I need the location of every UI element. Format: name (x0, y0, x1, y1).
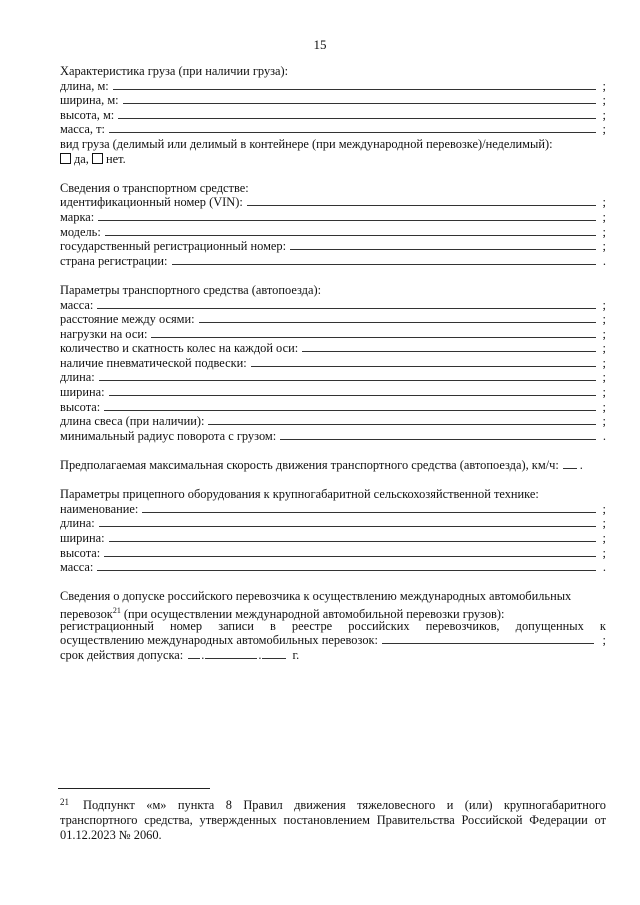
validity-day-input[interactable] (188, 648, 200, 659)
validity-line: срок действия допуска: . . г. (60, 647, 300, 662)
cargo-field-input[interactable] (109, 122, 596, 133)
cargo-field-end: ; (602, 107, 606, 122)
params-field-row (60, 298, 606, 313)
reg-word: допущенных (515, 618, 584, 633)
params-field-end: ; (602, 297, 606, 312)
trailer-title: Параметры прицепного оборудования к крупногабаритной сельскохозяйственной технике: (60, 487, 539, 502)
trailer-field-input[interactable] (97, 560, 596, 571)
permit-line2: перевозок$^{21}$ (при осуществлении международной автомобильной перевозки грузов): (60, 605, 505, 621)
vehicle-field-input[interactable] (98, 210, 596, 221)
params-field-end: ; (602, 355, 606, 370)
trailer-field-label: ширина: (60, 531, 105, 545)
vehicle-field-row (60, 239, 606, 254)
params-field-input[interactable] (99, 370, 596, 381)
trailer-field-row (60, 531, 606, 546)
params-field-label: нагрузки на оси: (60, 326, 148, 341)
trailer-field-end: ; (602, 516, 606, 531)
footnote-ref: 21 (112, 605, 121, 615)
cargo-field-row (60, 93, 606, 108)
vehicle-field-label: модель: (60, 224, 101, 239)
cargo-field-input[interactable] (113, 79, 596, 90)
params-field-row (60, 429, 606, 444)
cargo-field-input[interactable] (118, 108, 596, 119)
checkbox-no[interactable] (92, 153, 103, 164)
vehicle-field-label: государственный регистрационный номер: (60, 239, 287, 254)
trailer-field-end: ; (602, 545, 606, 560)
vehicle-title: Сведения о транспортном средстве: (60, 180, 249, 195)
cargo-field-end: ; (602, 93, 606, 108)
params-field-input[interactable] (199, 312, 596, 323)
vehicle-fields (60, 195, 606, 268)
validity-month-input[interactable] (205, 648, 257, 659)
validity-label: срок действия допуска: (60, 647, 184, 662)
params-field-label: масса: (60, 297, 94, 312)
trailer-field-end: ; (602, 501, 606, 516)
trailer-field-input[interactable] (99, 516, 596, 527)
params-field-input[interactable] (151, 327, 596, 338)
params-field-end: ; (602, 370, 606, 385)
trailer-field-label: масса: (60, 560, 94, 575)
vehicle-field-label: марка: (60, 209, 95, 224)
cargo-type-label: вид груза (делимый или делимый в контейнере (при международной перевозке)/неделимый): (60, 136, 553, 151)
params-field-label: количество и скатность колес на каждой оси: (60, 341, 299, 356)
params-field-label: длина: (60, 370, 95, 385)
params-title: Параметры транспортного средства (автопоезда): (60, 282, 322, 297)
params-field-input[interactable] (302, 341, 596, 352)
checkbox-yes[interactable] (60, 153, 71, 164)
vehicle-field-row (60, 225, 606, 240)
footnote (60, 795, 606, 843)
params-field-input[interactable] (109, 385, 596, 396)
trailer-field-input[interactable] (104, 546, 596, 557)
vehicle-field-row (60, 210, 606, 225)
vehicle-field-row (60, 195, 606, 210)
form-content (60, 64, 606, 662)
vehicle-field-label: страна регистрации: (60, 253, 168, 268)
vehicle-field-input[interactable] (290, 239, 596, 250)
reg-word: номер (169, 618, 203, 633)
vehicle-field-end: ; (602, 195, 606, 210)
speed-line (60, 458, 606, 473)
vehicle-field-input[interactable] (172, 254, 597, 265)
trailer-field-end: ; (602, 531, 606, 545)
cargo-type-options (60, 152, 606, 167)
params-field-label: минимальный радиус поворота с грузом: (60, 428, 277, 443)
params-field-input[interactable] (104, 400, 596, 411)
params-field-row (60, 385, 606, 400)
vehicle-field-input[interactable] (105, 225, 596, 236)
reg-word: в (269, 618, 276, 633)
params-field-end: ; (602, 385, 606, 400)
trailer-field-row (60, 502, 606, 517)
reg-word: записи (218, 618, 254, 633)
params-field-label: наличие пневматической подвески: (60, 355, 247, 370)
reg-word: российских (348, 618, 410, 633)
params-field-input[interactable] (280, 429, 596, 440)
cargo-title: Характеристика груза (при наличии груза): (60, 64, 289, 78)
cargo-field-row (60, 79, 606, 94)
trailer-field-row (60, 516, 606, 531)
params-field-label: ширина: (60, 385, 105, 400)
cargo-field-label: масса, т: (60, 122, 105, 137)
cargo-field-end: ; (602, 122, 606, 137)
cargo-field-label: высота, м: (60, 107, 115, 122)
trailer-field-input[interactable] (109, 531, 596, 542)
vehicle-field-end: ; (602, 209, 606, 224)
trailer-field-input[interactable] (142, 502, 596, 513)
params-field-label: высота: (60, 399, 101, 414)
trailer-field-label: высота: (60, 545, 101, 560)
cargo-field-label: ширина, м: (60, 93, 119, 108)
speed-label: Предполагаемая максимальная скорость движения транспортного средства (автопоезда), км/ч: (60, 458, 559, 473)
vehicle-field-end: ; (602, 224, 606, 239)
params-field-input[interactable] (251, 356, 596, 367)
vehicle-field-end: ; (602, 239, 606, 254)
footnote-number: 21 (60, 797, 69, 807)
params-field-end: ; (602, 312, 606, 327)
params-field-end: . (602, 428, 606, 443)
option-yes-label: да, (74, 151, 89, 166)
validity-suffix: г. (292, 647, 300, 662)
vehicle-field-end: . (602, 253, 606, 268)
page-number: 15 (313, 37, 327, 52)
validity-year-input[interactable] (262, 648, 286, 659)
speed-input[interactable] (563, 458, 577, 469)
trailer-field-row (60, 546, 606, 561)
params-field-end: ; (602, 399, 606, 414)
params-field-row (60, 370, 606, 385)
permit-title: Сведения о допуске российского перевозчика к осуществлению международных автомобильных (60, 589, 572, 604)
reg-word: реестре (291, 618, 333, 633)
params-field-end: ; (602, 414, 606, 429)
params-field-end: ; (602, 326, 606, 341)
params-field-row (60, 341, 606, 356)
params-field-row (60, 400, 606, 415)
option-no-label: нет. (106, 151, 126, 166)
params-field-label: расстояние между осями: (60, 312, 195, 327)
cargo-field-end: ; (602, 78, 606, 93)
cargo-field-row (60, 108, 606, 123)
cargo-field-input[interactable] (123, 93, 596, 104)
params-field-label: длина свеса (при наличии): (60, 414, 205, 429)
vehicle-field-input[interactable] (247, 195, 596, 206)
trailer-field-row (60, 560, 606, 575)
params-field-row (60, 312, 606, 327)
params-field-input[interactable] (97, 298, 596, 309)
vehicle-field-row (60, 254, 606, 269)
params-field-row (60, 327, 606, 342)
vehicle-field-label: идентификационный номер (VIN): (60, 195, 243, 210)
footnote-text: Подпункт «м» пункта 8 Правил движения тяжеловесного и (или) крупногабаритного транспортного средства, утвержденных постановлением Правительства Российской Федерации от 01.12.2023 № 2060. (60, 798, 606, 842)
reg-word: к (599, 618, 606, 633)
cargo-field-row (60, 122, 606, 137)
trailer-field-label: наименование: (60, 501, 139, 516)
reg-word: перевозчиков, (425, 618, 500, 633)
params-fields (60, 298, 606, 444)
cargo-field-label: длина, м: (60, 78, 109, 93)
trailer-field-end: . (602, 560, 606, 575)
reg-word: регистрационный (60, 618, 154, 633)
speed-end: . (579, 458, 583, 473)
reg-number-line2: осуществлению международных автомобильных перевозок: ; (60, 633, 606, 648)
trailer-fields (60, 502, 606, 575)
cargo-fields (60, 79, 606, 137)
params-field-input[interactable] (208, 414, 596, 425)
footnote-divider (58, 788, 210, 789)
params-field-row (60, 414, 606, 429)
params-field-end: ; (602, 341, 606, 356)
reg-number-input[interactable] (382, 633, 594, 644)
params-field-row (60, 356, 606, 371)
trailer-field-label: длина: (60, 516, 95, 531)
